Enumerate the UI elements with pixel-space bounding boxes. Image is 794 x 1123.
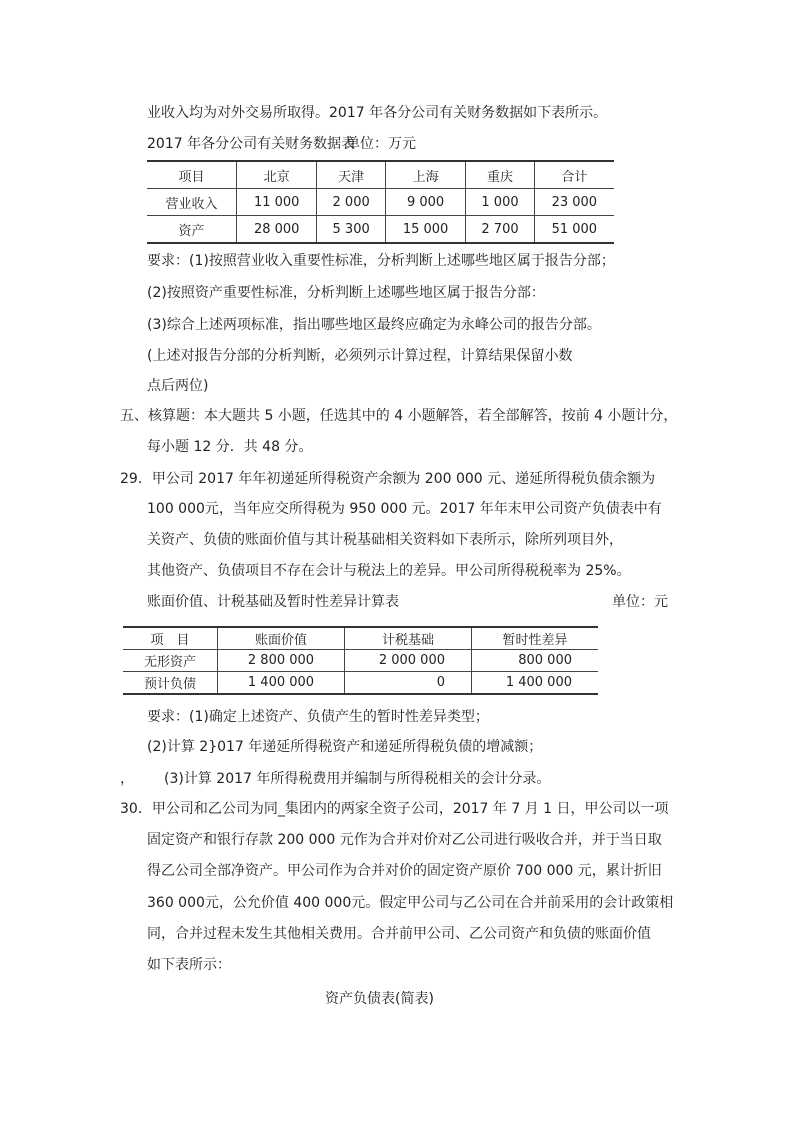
table3-caption: 资产负债表(简表)	[325, 991, 434, 1007]
question-30-line: 30．甲公司和乙公司为同_集团内的两家全资子公司，2017 年 7 月 1 日，甲公司以一项	[120, 801, 669, 817]
requirement-line: (2)计算 2}017 年递延所得税资产和递延所得税负债的增减额；	[147, 739, 543, 755]
question-29-line: 29．甲公司 2017 年年初递延所得税资产余额为 200 000 元、递延所得税负债余额为	[120, 471, 656, 487]
question-29-line: 其他资产、负债项目不存在会计与税法上的差异。甲公司所得税税率为 25%。	[147, 563, 631, 579]
table-cell: 无形资产	[123, 650, 218, 672]
question-30-line: 同，合并过程未发生其他相关费用。合并前甲公司、乙公司资产和负债的账面价值	[147, 926, 651, 942]
table-header-cell: 项 目	[123, 627, 218, 650]
table-row	[123, 650, 598, 672]
question-29-line: 100 000元，当年应交所得税为 950 000 元。2017 年年末甲公司资产负债表中有	[147, 501, 662, 517]
table-header-cell: 项目	[147, 161, 236, 189]
segment-financial-table	[147, 160, 614, 244]
section-heading: 五、核算题：本大题共 5 小题，任选其中的 4 小题解答，若全部解答，按前 4 小题计分，	[120, 408, 678, 424]
question-30-line: 固定资产和银行存款 200 000 元作为合并对价对乙公司进行吸收合并，并于当日取	[147, 832, 662, 848]
table-cell: 28 000	[236, 216, 317, 244]
table2-unit: 单位：元	[612, 594, 668, 610]
table-cell: 1 400 000	[218, 672, 345, 695]
question-30-line: 得乙公司全部净资产。甲公司作为合并对价的固定资产原价 700 000 元，累计折旧	[147, 863, 662, 879]
table-cell: 2 000 000	[345, 650, 472, 672]
requirement-line: 要求：(1)确定上述资产、负债产生的暂时性差异类型；	[147, 709, 489, 725]
table-cell: 0	[345, 672, 472, 695]
temporary-difference-table	[123, 626, 598, 695]
table-cell: 15 000	[385, 216, 466, 244]
table-cell: 1 400 000	[472, 672, 599, 695]
table-header-cell: 北京	[236, 161, 317, 189]
question-30-line: 如下表所示：	[147, 957, 231, 973]
requirement-line: (2)按照资产重要性标准，分析判断上述哪些地区属于报告分部：	[147, 285, 545, 301]
table1-caption: 2017 年各分公司有关财务数据表	[147, 136, 356, 152]
table2-caption: 账面价值、计税基础及暂时性差异计算表	[147, 594, 399, 610]
table-cell: 2 800 000	[218, 650, 345, 672]
table-cell: 9 000	[385, 189, 466, 216]
table1-unit: 单位：万元	[346, 136, 416, 152]
table-cell: 2 700	[466, 216, 534, 244]
table-cell: 11 000	[236, 189, 317, 216]
table-cell: 预计负债	[123, 672, 218, 695]
table-cell: 资产	[147, 216, 236, 244]
question-29-line: 关资产、负债的账面价值与其计税基础相关资料如下表所示，除所列项目外，	[147, 532, 623, 548]
requirement-line: 点后两位)	[147, 378, 209, 394]
table-cell: 5 300	[317, 216, 385, 244]
stray-mark: ，	[120, 771, 134, 787]
table-cell: 23 000	[534, 189, 614, 216]
paragraph-line: 业收入均为对外交易所取得。2017 年各分公司有关财务数据如下表所示。	[147, 105, 608, 121]
table-cell: 营业收入	[147, 189, 236, 216]
requirement-line: (上述对报告分部的分析判断，必须列示计算过程，计算结果保留小数	[147, 348, 573, 364]
requirement-line: (3)计算 2017 年所得税费用并编制与所得税相关的会计分录。	[164, 771, 551, 787]
table-header-cell: 暂时性差异	[472, 627, 599, 650]
question-30-line: 360 000元，公允价值 400 000元。假定甲公司与乙公司在合并前采用的会计政策相	[147, 895, 674, 911]
table-header-cell: 计税基础	[345, 627, 472, 650]
table-cell: 51 000	[534, 216, 614, 244]
table-header-row	[147, 161, 614, 189]
table-header-cell: 上海	[385, 161, 466, 189]
table-header-row	[123, 627, 598, 650]
table-row	[147, 216, 614, 244]
table-row	[123, 672, 598, 695]
table-cell: 800 000	[472, 650, 599, 672]
requirement-line: 要求：(1)按照营业收入重要性标准，分析判断上述哪些地区属于报告分部；	[147, 253, 615, 269]
requirement-line: (3)综合上述两项标准，指出哪些地区最终应确定为永峰公司的报告分部。	[147, 317, 601, 333]
table-header-cell: 账面价值	[218, 627, 345, 650]
table-header-cell: 合计	[534, 161, 614, 189]
table-cell: 2 000	[317, 189, 385, 216]
table-row	[147, 189, 614, 216]
table-header-cell: 天津	[317, 161, 385, 189]
table-header-cell: 重庆	[466, 161, 534, 189]
section-heading: 每小题 12 分．共 48 分。	[147, 439, 313, 455]
table-cell: 1 000	[466, 189, 534, 216]
